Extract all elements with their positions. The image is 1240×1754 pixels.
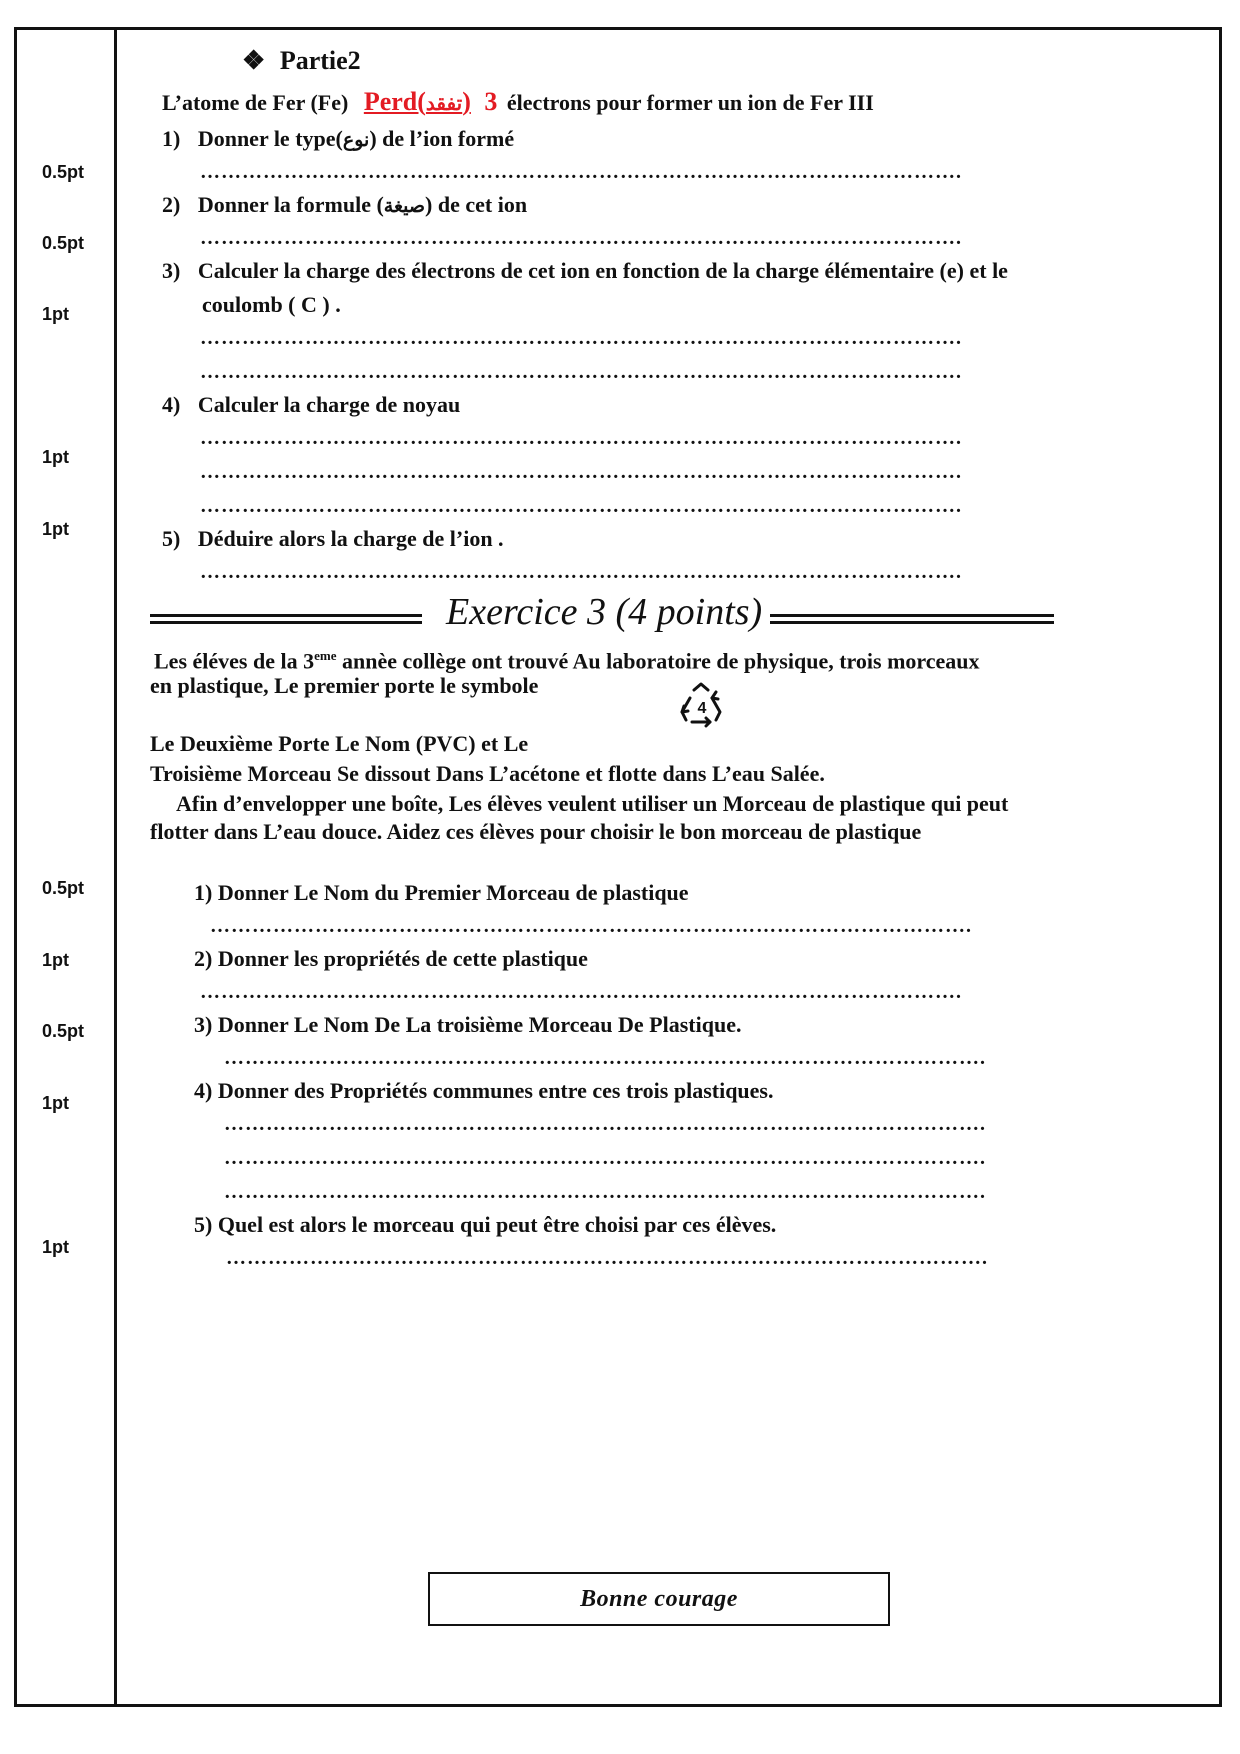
answer-line[interactable]: ………………………………………………………………………………………………. xyxy=(200,496,962,516)
title-rule-right xyxy=(770,614,1054,624)
bullet-icon: ❖ xyxy=(242,46,266,75)
title-rule-left xyxy=(150,614,422,624)
question-4: 4) Calculer la charge de noyau xyxy=(162,392,461,417)
margin-divider xyxy=(114,27,117,1707)
points-label: 0.5pt xyxy=(42,1021,85,1041)
ex3-question-2: 2) Donner les propriétés de cette plastique xyxy=(194,946,588,971)
points-label: 1pt xyxy=(42,447,69,467)
answer-line[interactable]: ………………………………………………………………………………………………. xyxy=(224,1182,986,1202)
exercice3-intro-line2: en plastique, Le premier porte le symbole xyxy=(150,673,539,698)
exercice3-intro-line6: flotter dans L’eau douce. Aidez ces élèves pour choisir le bon morceau de plastique xyxy=(150,819,922,844)
points-label: 0.5pt xyxy=(42,878,85,898)
points-label: 1pt xyxy=(42,519,69,539)
question-3-cont: coulomb ( C ) . xyxy=(202,292,341,317)
answer-line[interactable]: ………………………………………………………………………………………………. xyxy=(226,1248,988,1268)
question-5: 5) Déduire alors la charge de l’ion . xyxy=(162,526,504,551)
answer-line[interactable]: ………………………………………………………………………………………………. xyxy=(224,1148,986,1168)
ex3-question-4: 4) Donner des Propriétés communes entre ces trois plastiques. xyxy=(194,1078,774,1103)
recycle-symbol-icon xyxy=(676,682,726,728)
ex3-question-3: 3) Donner Le Nom De La troisième Morceau De Plastique. xyxy=(194,1012,742,1037)
answer-line[interactable]: ………………………………………………………………………………………………. xyxy=(200,328,962,348)
answer-line[interactable]: ………………………………………………………………………………………………. xyxy=(200,462,962,482)
exercice3-intro-line5: Afin d’envelopper une boîte, Les élèves veulent utiliser un Morceau de plastique qui peut xyxy=(176,791,1009,816)
answer-line[interactable]: ………………………………………………………………………………………………. xyxy=(224,1114,986,1134)
answer-line[interactable]: ………………………………………………………………………………………………. xyxy=(200,562,962,582)
points-label: 1pt xyxy=(42,1237,69,1257)
points-label: 0.5pt xyxy=(42,162,85,182)
footer-text: Bonne courage xyxy=(580,1585,738,1612)
ex3-question-1: 1) Donner Le Nom du Premier Morceau de plastique xyxy=(194,880,689,905)
points-label: 1pt xyxy=(42,304,69,324)
exercice3-intro-line1: Les éléves de la 3eme annèe collège ont trouvé Au laboratoire de physique, trois morceaux xyxy=(154,648,980,674)
footer-box xyxy=(428,1572,890,1626)
exercice3-title: Exercice 3 (4 points) xyxy=(446,591,763,633)
answer-line[interactable]: ………………………………………………………………………………………………. xyxy=(210,916,972,936)
answer-line[interactable]: ………………………………………………………………………………………………. xyxy=(200,228,962,248)
answer-line[interactable]: ………………………………………………………………………………………………. xyxy=(224,1048,986,1068)
exercice3-intro-line3: Le Deuxième Porte Le Nom (PVC) et Le xyxy=(150,731,529,756)
points-label: 0.5pt xyxy=(42,233,85,253)
question-2: 2) Donner la formule (صيغة) de cet ion xyxy=(162,192,528,217)
partie2-intro: L’atome de Fer (Fe) Perd(تفقد) 3 électrons pour former un ion de Fer III xyxy=(162,87,874,116)
question-3: 3) Calculer la charge des électrons de cet ion en fonction de la charge élémentaire (e) et le xyxy=(162,258,1008,283)
answer-line[interactable]: ………………………………………………………………………………………………. xyxy=(200,162,962,182)
recycle-number: 4 xyxy=(697,700,707,717)
exercice3-intro-line4: Troisième Morceau Se dissout Dans L’acétone et flotte dans L’eau Salée. xyxy=(150,761,825,786)
points-label: 1pt xyxy=(42,1093,69,1113)
answer-line[interactable]: ………………………………………………………………………………………………. xyxy=(200,362,962,382)
perd-word: Perd(تفقد) xyxy=(363,87,471,116)
question-1: 1) Donner le type(نوع) de l’ion formé xyxy=(162,126,515,151)
answer-line[interactable]: ………………………………………………………………………………………………. xyxy=(200,982,962,1002)
partie2-heading: ❖ Partie2 xyxy=(242,46,361,75)
answer-line[interactable]: ………………………………………………………………………………………………. xyxy=(200,428,962,448)
points-label: 1pt xyxy=(42,950,69,970)
ex3-question-5: 5) Quel est alors le morceau qui peut être choisi par ces élèves. xyxy=(194,1212,777,1237)
